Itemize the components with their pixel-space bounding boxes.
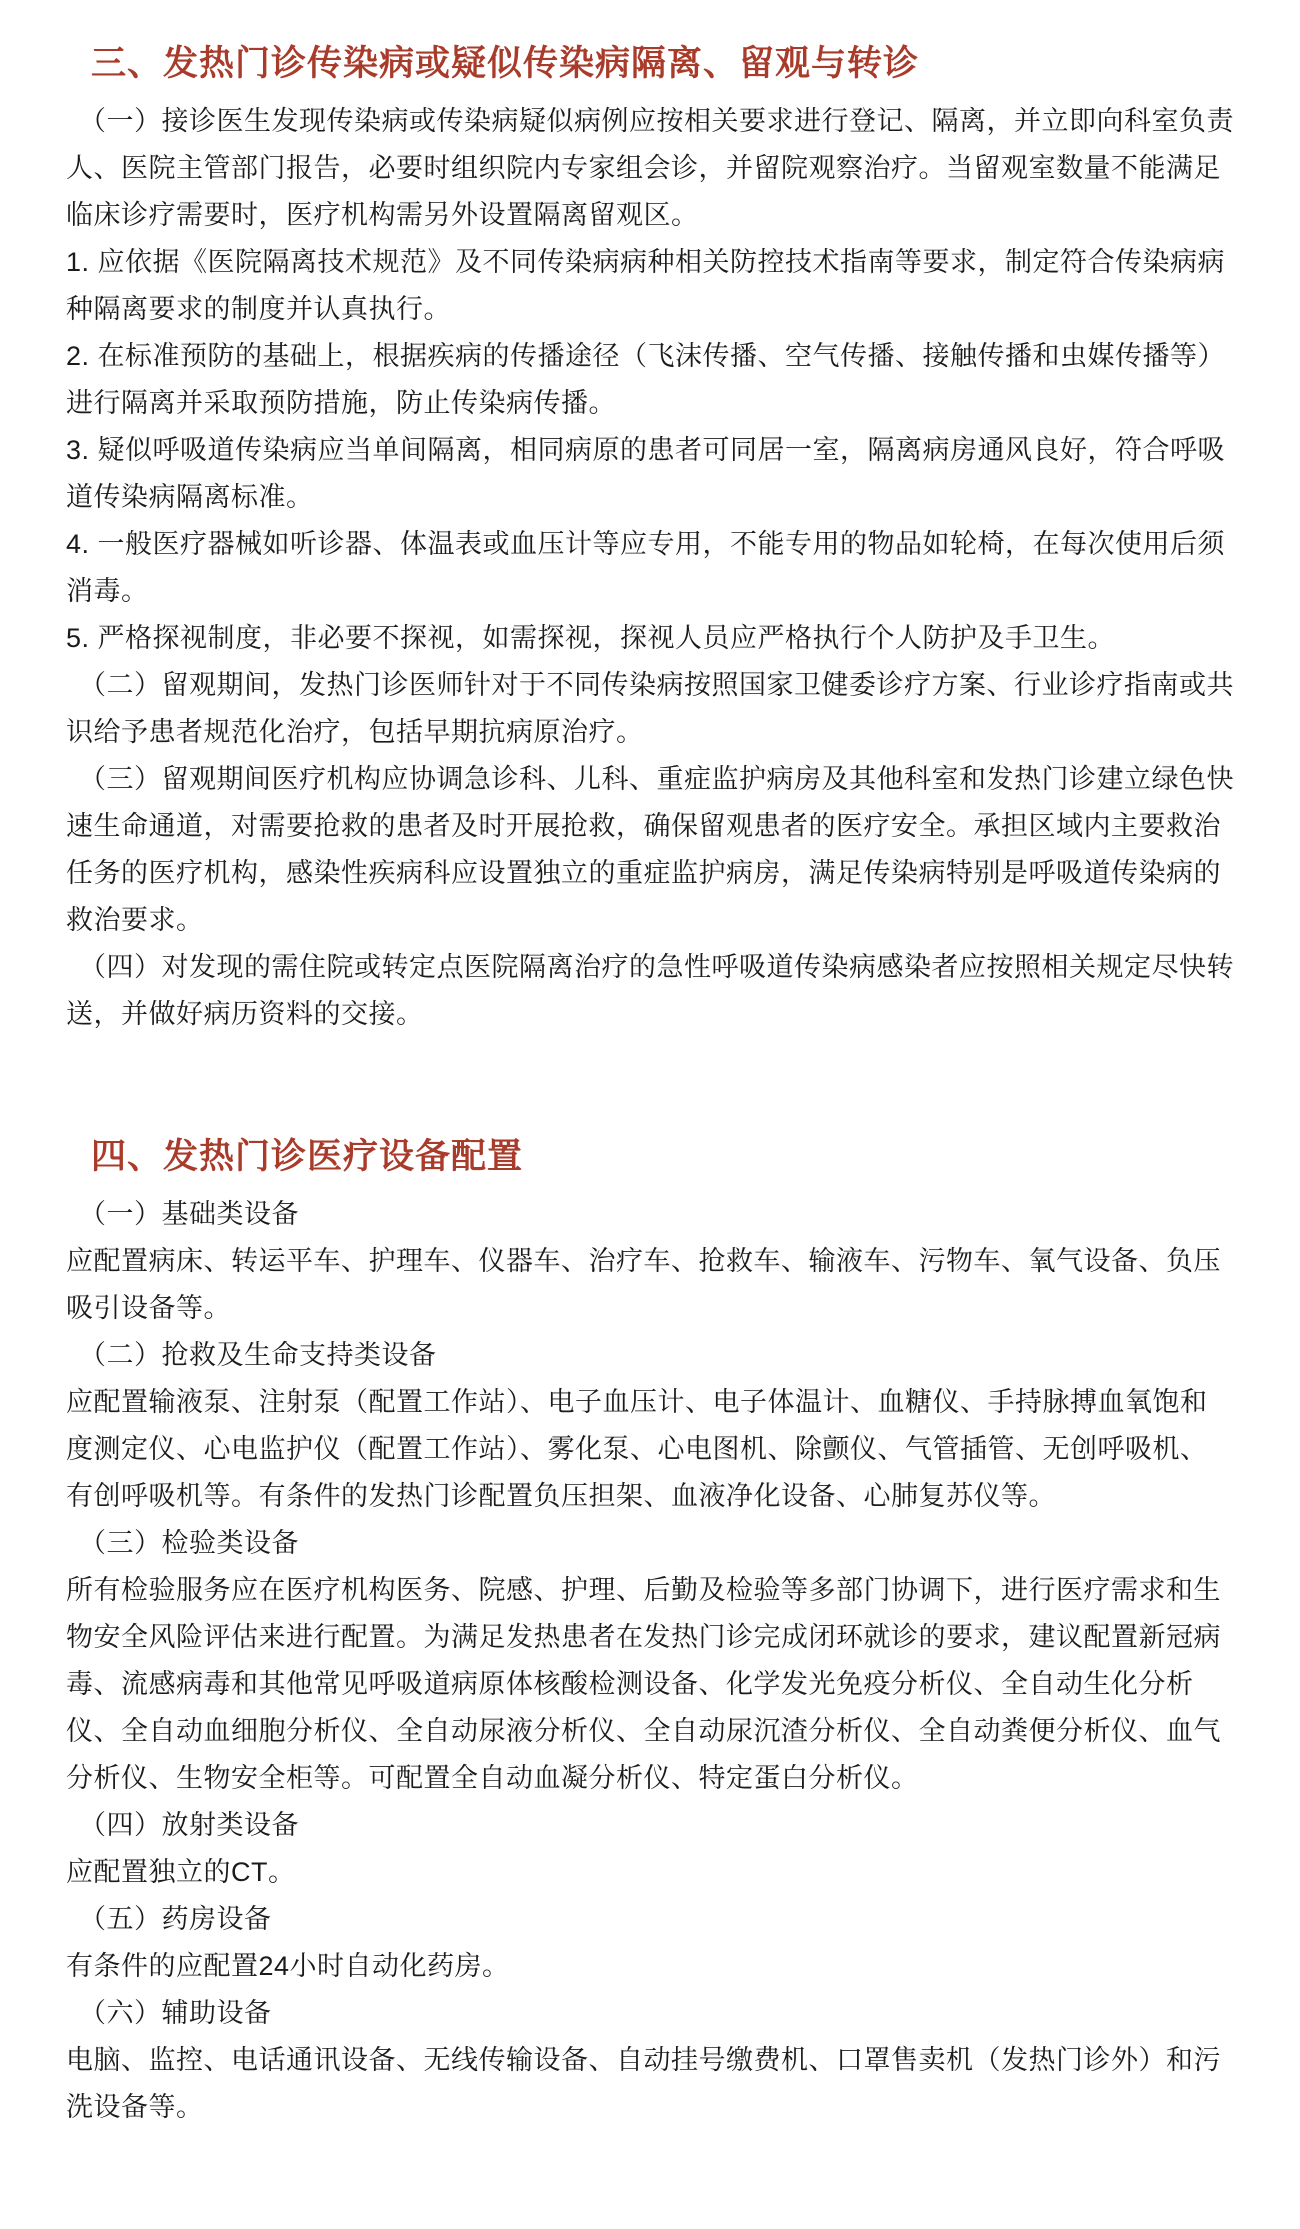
paragraph: 1. 应依据《医院隔离技术规范》及不同传染病病种相关防控技术指南等要求，制定符合传染病病种隔离要求的制度并认真执行。 xyxy=(66,247,1226,324)
paragraph: （三）留观期间医疗机构应协调急诊科、儿科、重症监护病房及其他科室和发热门诊建立绿色快速生命通道，对需要抢救的患者及时开展抢救，确保留观患者的医疗安全。承担区域内主要救治任务的医疗机构，感染性疾病科应设置独立的重症监护病房，满足传染病特别是呼吸道传染病的救治要求。 xyxy=(66,764,1234,935)
paragraph: （一）接诊医生发现传染病或传染病疑似病例应按相关要求进行登记、隔离，并立即向科室负责人、医院主管部门报告，必要时组织院内专家组会诊，并留院观察治疗。当留观室数量不能满足临床诊疗需要时，医疗机构需另外设置隔离留观区。 xyxy=(66,106,1234,230)
paragraph: （五）药房设备 xyxy=(79,1904,272,1934)
paragraph: 应配置病床、转运平车、护理车、仪器车、治疗车、抢救车、输液车、污物车、氧气设备、负压吸引设备等。 xyxy=(66,1246,1221,1323)
paragraph: 5. 严格探视制度，非必要不探视，如需探视，探视人员应严格执行个人防护及手卫生。 xyxy=(66,623,1116,653)
paragraph: 电脑、监控、电话通讯设备、无线传输设备、自动挂号缴费机、口罩售卖机（发热门诊外）和污洗设备等。 xyxy=(66,2045,1221,2122)
section-isolation-observation-referral xyxy=(66,40,1234,1038)
paragraph: （四）放射类设备 xyxy=(79,1810,299,1840)
paragraph: 2. 在标准预防的基础上，根据疾病的传播途径（飞沫传播、空气传播、接触传播和虫媒传播等）进行隔离并采取预防措施，防止传染病传播。 xyxy=(66,341,1226,418)
section-paragraphs xyxy=(66,1191,1234,2131)
section-paragraphs xyxy=(66,98,1234,1038)
paragraph: （一）基础类设备 xyxy=(79,1199,299,1229)
paragraph: 有条件的应配置24小时自动化药房。 xyxy=(66,1951,510,1981)
section-heading: 三、发热门诊传染病或疑似传染病隔离、留观与转诊 xyxy=(91,44,920,83)
paragraph: 应配置独立的CT。 xyxy=(66,1857,296,1887)
paragraph: 所有检验服务应在医疗机构医务、院感、护理、后勤及检验等多部门协调下，进行医疗需求和生物安全风险评估来进行配置。为满足发热患者在发热门诊完成闭环就诊的要求，建议配置新冠病毒、流感病毒和其他常见呼吸道病原体核酸检测设备、化学发光免疫分析仪、全自动生化分析仪、全自动血细胞分析仪、全自动尿液分析仪、全自动尿沉渣分析仪、全自动粪便分析仪、血气分析仪、生物安全柜等。可配置全自动血凝分析仪、特定蛋白分析仪。 xyxy=(66,1575,1221,1793)
paragraph: （四）对发现的需住院或转定点医院隔离治疗的急性呼吸道传染病感染者应按照相关规定尽快转送，并做好病历资料的交接。 xyxy=(66,952,1234,1029)
paragraph: （二）留观期间，发热门诊医师针对于不同传染病按照国家卫健委诊疗方案、行业诊疗指南或共识给予患者规范化治疗，包括早期抗病原治疗。 xyxy=(66,670,1234,747)
paragraph: 4. 一般医疗器械如听诊器、体温表或血压计等应专用，不能专用的物品如轮椅，在每次使用后须消毒。 xyxy=(66,529,1226,606)
paragraph: （二）抢救及生命支持类设备 xyxy=(79,1340,437,1370)
section-heading: 四、发热门诊医疗设备配置 xyxy=(91,1137,524,1176)
paragraph: （六）辅助设备 xyxy=(79,1998,272,2028)
paragraph: 3. 疑似呼吸道传染病应当单间隔离，相同病原的患者可同居一室，隔离病房通风良好，符合呼吸道传染病隔离标准。 xyxy=(66,435,1226,512)
section-medical-equipment-config xyxy=(66,1133,1234,2131)
paragraph: （三）检验类设备 xyxy=(79,1528,299,1558)
paragraph: 应配置输液泵、注射泵（配置工作站）、电子血压计、电子体温计、血糖仪、手持脉搏血氧饱和度测定仪、心电监护仪（配置工作站）、雾化泵、心电图机、除颤仪、气管插管、无创呼吸机、有创呼吸机等。有条件的发热门诊配置负压担架、血液净化设备、心肺复苏仪等。 xyxy=(66,1387,1208,1511)
